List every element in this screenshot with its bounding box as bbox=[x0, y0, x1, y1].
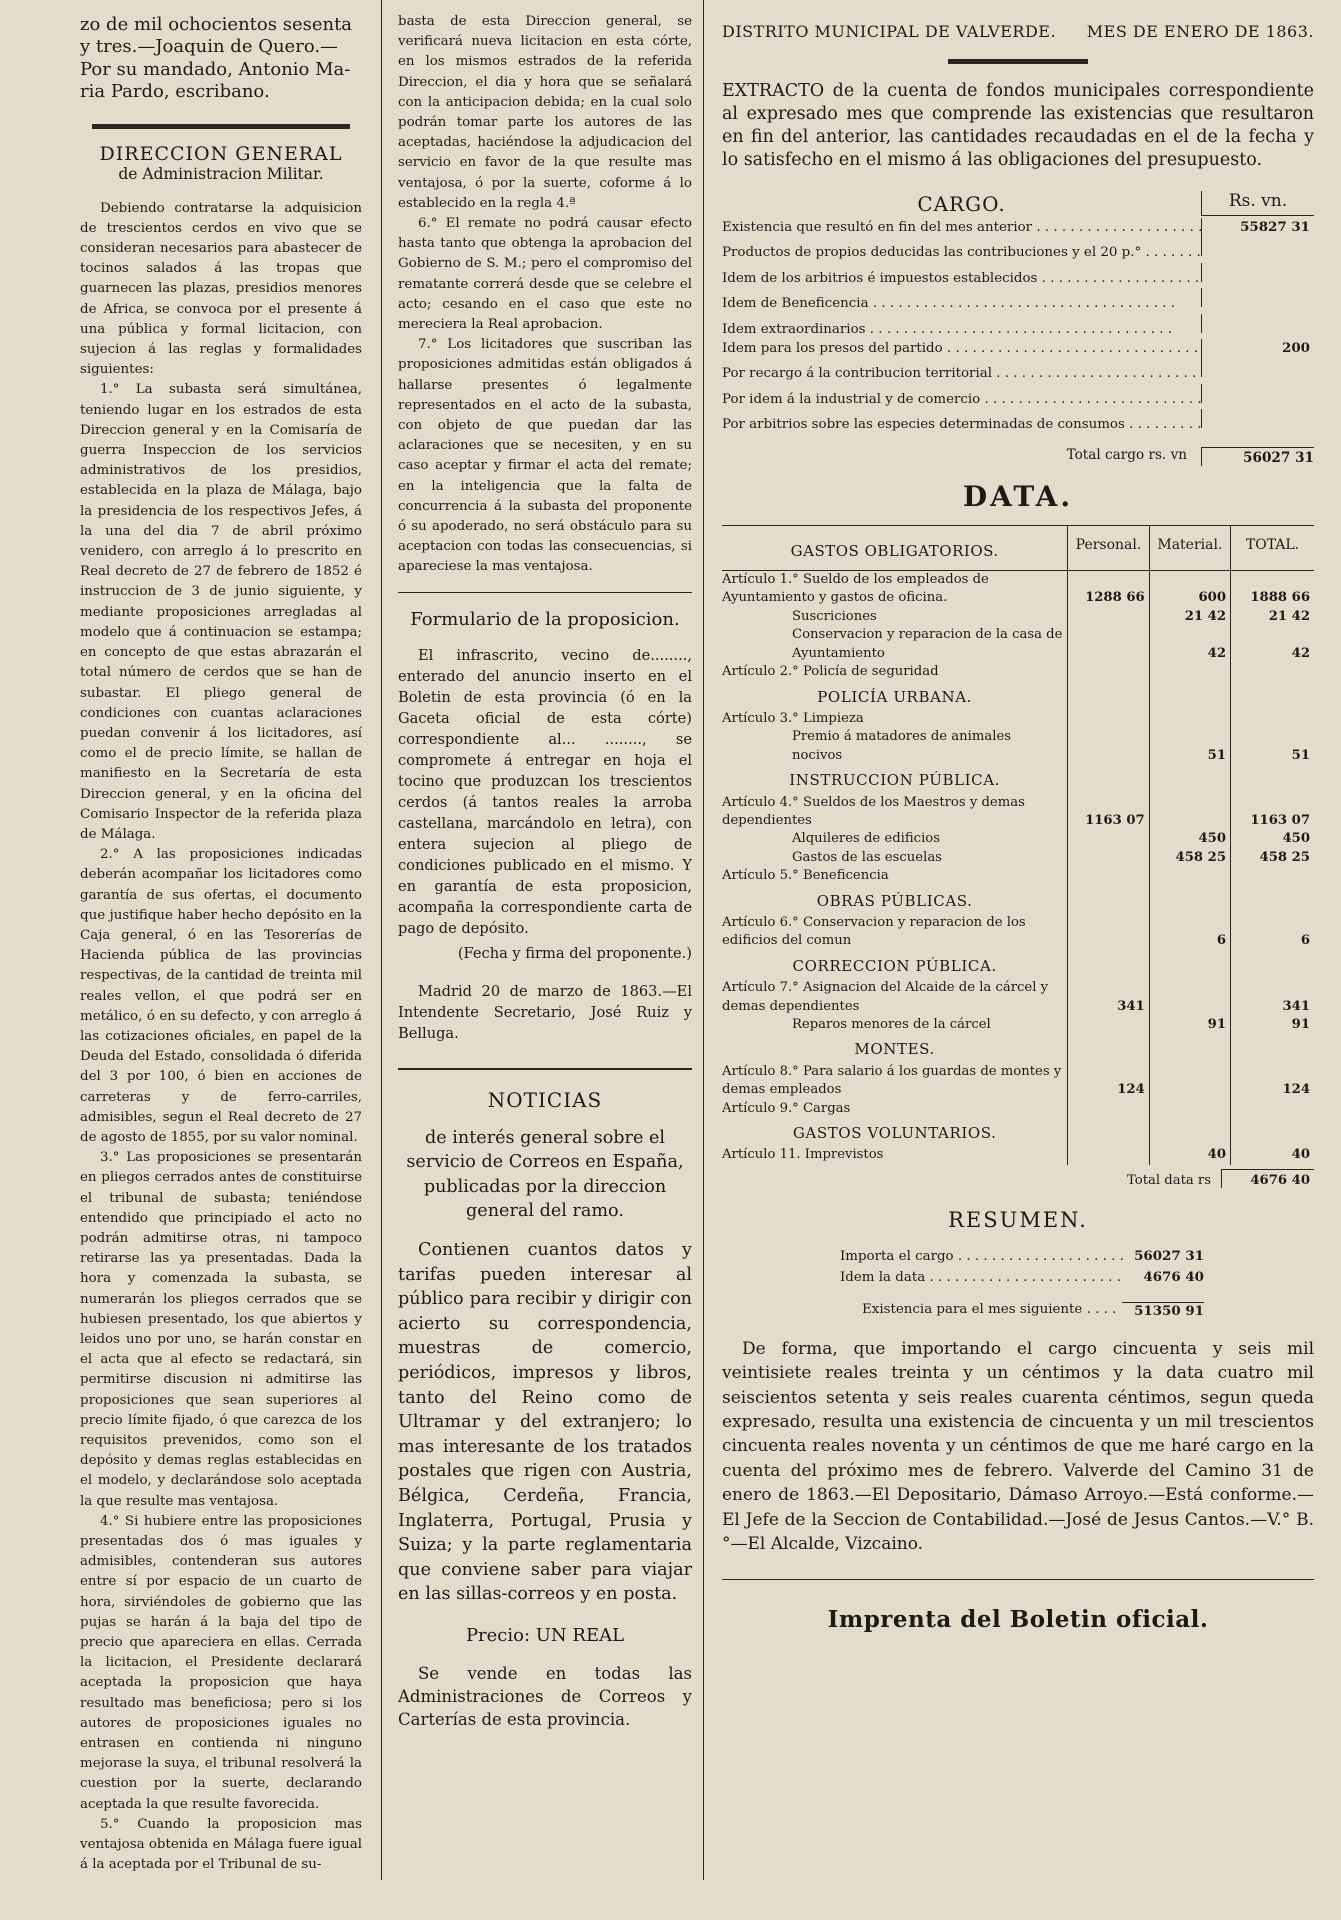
data-row bbox=[722, 608, 1314, 626]
data-personal-cell bbox=[1068, 608, 1149, 626]
imprenta: Imprenta del Boletin oficial. bbox=[827, 1606, 1209, 1633]
existencia-amount: 51350 91 bbox=[1122, 1302, 1204, 1319]
data-personal-cell bbox=[1068, 728, 1149, 765]
data-material-cell bbox=[1149, 867, 1230, 885]
sale-line: Se vende en todas las Administraciones de Correos y Carterías de esta provincia. bbox=[398, 1663, 692, 1729]
data-total-cell: 450 bbox=[1231, 830, 1314, 848]
cargo-amount bbox=[1201, 314, 1314, 333]
cargo-amount bbox=[1201, 409, 1314, 428]
district-title: DISTRITO MUNICIPAL DE VALVERDE. bbox=[722, 22, 1057, 41]
data-total-cell: 40 bbox=[1231, 1146, 1314, 1164]
data-material-cell: 42 bbox=[1149, 626, 1230, 663]
data-empty-cell bbox=[1149, 1118, 1230, 1146]
divider bbox=[398, 1068, 692, 1070]
cargo-amount bbox=[1201, 288, 1314, 307]
data-material-cell bbox=[1149, 979, 1230, 1016]
data-title: DATA. bbox=[962, 479, 1074, 513]
cargo-label: Idem de Beneficencia . . . bbox=[722, 294, 1201, 313]
data-personal-cell: 341 bbox=[1068, 979, 1149, 1016]
column-1 bbox=[80, 0, 362, 1920]
form-paragraph: El infrascrito, vecino de........, enterado del anuncio inserto en el Boletin de esta provincia (ó en la Gaceta oficial de esta córte) correspondiente al... ........, se compromete á entregar en hoja el tocino que produzcan los trescientos cerdos (á tantos reales la arroba castellana, marcándolo en letra), con entera sujecion al pliego de condiciones publicado en el mismo. Y en garantía de esta proposicion, acompaña la correspondiente carta de pago de depósito. bbox=[398, 647, 692, 938]
cargo-row bbox=[722, 339, 1314, 358]
data-section-row bbox=[722, 886, 1314, 914]
personal-header: Personal. bbox=[1068, 525, 1149, 570]
data-row bbox=[722, 728, 1314, 765]
cargo-label: Por arbitrios sobre las especies determinadas de consumos . . . bbox=[722, 415, 1201, 434]
top-line: Por su mandado, Antonio Ma- bbox=[80, 58, 351, 80]
data-label: Artículo 3.° Limpieza bbox=[722, 710, 864, 726]
data-material-cell: 600 bbox=[1149, 571, 1230, 608]
column-rule-1 bbox=[381, 0, 382, 1880]
cargo-title: CARGO. bbox=[917, 192, 1006, 216]
data-material-cell: 6 bbox=[1149, 914, 1230, 951]
data-material-cell: 450 bbox=[1149, 830, 1230, 848]
data-empty-cell bbox=[1231, 1118, 1314, 1146]
data-total-cell bbox=[1231, 867, 1314, 885]
data-personal-cell bbox=[1068, 1016, 1149, 1034]
paragraph: 1.° La subasta será simultánea, teniendo lugar en los estrados de esta Direccion general y en la Comisaría de guerra Inspeccion de los servicios administrativos de los presidios, establecida en la plaza de Málaga, bajo la presidencia de los respectivos Jefes, á la una del dia 7 de abril próximo venidero, con arreglo á lo prescrito en Real decreto de 27 de febrero de 1852 é instruccion de 3 de junio siguiente, y mediante proposiciones arregladas al modelo que á continuacion se estampa; en concepto de que estas abrazarán el total número de cerdos que se han de subastar. El pliego general de condiciones con cuantas aclaraciones puedan convenir á los licitadores, así como el de precio límite, se hallan de manifiesto en la Secretaría de esta Direccion general, y en la oficina del Comisario Inspector de la referida plaza de Málaga. bbox=[80, 382, 362, 842]
top-line: y tres.—Joaquin de Quero.— bbox=[80, 36, 339, 58]
data-row bbox=[722, 914, 1314, 951]
data-label: Artículo 8.° Para salario á los guardas de montes y demas empleados bbox=[722, 1063, 1062, 1098]
cargo-label: Por idem á la industrial y de comercio . . . bbox=[722, 390, 1201, 409]
concept-header: GASTOS OBLIGATORIOS. bbox=[790, 541, 999, 560]
data-material-cell: 51 bbox=[1149, 728, 1230, 765]
data-personal-cell bbox=[1068, 867, 1149, 885]
closing-paragraph: De forma, que importando el cargo cincuenta y seis mil veintisiete reales treinta y un céntimos y la data cuatro mil seiscientos setenta y seis reales cuarenta céntimos, segun queda expresado, resulta una existencia de cincuenta y un mil trescientos cincuenta reales noventa y un céntimos de que me haré cargo en la cuenta del próximo mes de febrero. Valverde del Camino 31 de enero de 1863.—El Depositario, Dámaso Arroyo.—Está conforme.—El Jefe de la Seccion de Contabilidad.—José de Jesus Cantos.—V.° B.°—El Alcalde, Vizcaino. bbox=[722, 1338, 1314, 1555]
cargo-label: Existencia que resultó en fin del mes anterior . . . bbox=[722, 218, 1201, 237]
data-empty-cell bbox=[1068, 951, 1149, 979]
cargo-row bbox=[722, 288, 1314, 313]
data-total-cell bbox=[1231, 710, 1314, 728]
resumen-label: Idem la data . . . bbox=[840, 1267, 1124, 1288]
data-material-cell: 458 25 bbox=[1149, 849, 1230, 867]
paragraph: 6.° El remate no podrá causar efecto hasta tanto que obtenga la aprobacion del Gobierno de S. M.; pero el compromiso del rematante correrá desde que se celebre el acto; cesando en el caso que este no mereciera la Real aprobacion. bbox=[398, 216, 692, 333]
resumen-title: RESUMEN. bbox=[948, 1207, 1088, 1232]
column-3 bbox=[722, 0, 1314, 1920]
data-label: Artículo 5.° Beneficencia bbox=[722, 868, 889, 884]
data-row bbox=[722, 830, 1314, 848]
data-material-cell: 40 bbox=[1149, 1146, 1230, 1164]
data-label: Alquileres de edificios bbox=[792, 831, 940, 847]
data-empty-cell bbox=[1149, 765, 1230, 793]
data-row bbox=[722, 1100, 1314, 1118]
data-row bbox=[722, 571, 1314, 608]
noticias-subtitle: de interés general sobre el servicio de Correos en España, publicadas por la direccion general del ramo. bbox=[406, 1127, 684, 1222]
existencia-row bbox=[862, 1302, 1204, 1319]
data-section-label: MONTES. bbox=[854, 1040, 935, 1059]
resumen-amount: 4676 40 bbox=[1143, 1268, 1204, 1285]
data-section-label: CORRECCION PÚBLICA. bbox=[792, 956, 997, 975]
resumen-amount: 56027 31 bbox=[1134, 1247, 1204, 1264]
data-empty-cell bbox=[1149, 1034, 1230, 1062]
column-2 bbox=[398, 0, 692, 1920]
data-label: Conservacion y reparacion de la casa de Ayuntamiento bbox=[792, 627, 1063, 661]
data-empty-cell bbox=[1149, 682, 1230, 710]
data-section-label: GASTOS VOLUNTARIOS. bbox=[792, 1124, 997, 1143]
data-empty-cell bbox=[1231, 886, 1314, 914]
resumen-row bbox=[840, 1246, 1204, 1267]
data-section-label: POLICÍA URBANA. bbox=[817, 687, 973, 706]
noticias-heading: NOTICIAS bbox=[487, 1087, 603, 1112]
data-total-cell: 1888 66 bbox=[1231, 571, 1314, 608]
paragraph: Debiendo contratarse la adquisicion de trescientos cerdos en vivo que se consideran necesarios para abastecer de tocinos salados á las tropas que guarnecen las plazas, presidios menores de Africa, se convoca por el presente á una pública y formal licitacion, con sujecion á las reglas y formalidades siguientes: bbox=[80, 200, 362, 378]
data-total-row bbox=[722, 1169, 1314, 1188]
paragraph: 4.° Si hubiere entre las proposiciones presentadas dos ó mas iguales y admisibles, contenderan sus autores entre sí por espacio de un cuarto de hora, sirviéndoles de gobierno que las pujas se harán á la baja del tipo de precio que apareciera en ellas. Cerrada la licitacion, el Presidente declarará aceptada la proposicion que haya resultado mas beneficiosa; pero si los autores de proposiciones iguales no entrasen en contienda ni ninguno mejorase la suya, el tribunal resolverá la cuestion por la suerte, declarando aceptada la que resulte favorecida. bbox=[80, 1513, 362, 1812]
data-material-cell bbox=[1149, 794, 1230, 831]
paragraph: 5.° Cuando la proposicion mas ventajosa obtenida en Málaga fuere igual á la aceptada por el Tribunal de su- bbox=[80, 1816, 362, 1873]
data-row bbox=[722, 663, 1314, 681]
data-label: Artículo 6.° Conservacion y reparacion de los edificios del comun bbox=[722, 914, 1026, 949]
cargo-total-label: Total cargo rs. vn bbox=[1066, 446, 1187, 463]
data-label: Artículo 4.° Sueldos de los Maestros y demas dependientes bbox=[722, 794, 1025, 828]
data-total-cell bbox=[1231, 663, 1314, 681]
data-row bbox=[722, 1063, 1314, 1100]
data-personal-cell bbox=[1068, 830, 1149, 848]
data-personal-cell: 124 bbox=[1068, 1063, 1149, 1100]
cargo-row bbox=[722, 314, 1314, 339]
data-label: Gastos de las escuelas bbox=[792, 849, 942, 865]
data-material-cell bbox=[1149, 663, 1230, 681]
paragraph: basta de esta Direccion general, se verificará nueva licitacion en esta córte, en los mismos estrados de la referida Direccion, el dia y hora que se señalará con la anticipacion debida; en la cual solo podrán tomar parte los autores de las aceptadas, haciéndose la adjudicacion del servicio en favor de la que resulte mas ventajosa, ó por la suerte, coforme á lo establecido en la regla 4.ª bbox=[398, 14, 692, 211]
cargo-row bbox=[722, 263, 1314, 288]
data-label: Reparos menores de la cárcel bbox=[792, 1017, 991, 1032]
data-empty-cell bbox=[1231, 682, 1314, 710]
data-section-row bbox=[722, 951, 1314, 979]
data-personal-cell bbox=[1068, 1146, 1149, 1164]
cargo-label: Productos de propios deducidas las contribuciones y el 20 p.° . . . bbox=[722, 243, 1201, 262]
cargo-amount: 200 bbox=[1201, 339, 1314, 358]
data-section-row bbox=[722, 765, 1314, 793]
section-heading: DIRECCION GENERAL bbox=[99, 142, 343, 165]
extracto: EXTRACTO de la cuenta de fondos municipales correspondiente al expresado mes que comprende las existencias que resultaron en fin del anterior, las cantidades recaudadas en el de la fecha y lo satisfecho en el mismo á las obligaciones del presupuesto. bbox=[722, 81, 1314, 170]
cargo-label: Idem para los presos del partido . . . bbox=[722, 339, 1201, 358]
cargo-row bbox=[722, 358, 1314, 383]
cargo-amount bbox=[1201, 358, 1314, 377]
data-empty-cell bbox=[1149, 951, 1230, 979]
paragraph: 2.° A las proposiciones indicadas deberán acompañar los licitadores como garantía de sus ofertas, el documento que justifique haber hecho depósito en la Caja general, ó en las Tesorerías de Hacienda pública de las provincias respectivas, de la cantidad de treinta mil reales vellon, el que podrá ser en metálico, ó en su defecto, y con arreglo á las cotizaciones oficiales, en papel de la Deuda del Estado, consolidada ó diferida del 3 por 100, ó bien en acciones de carreteras y de ferro-carriles, admisibles, segun el Real decreto de 27 de agosto de 1855, por su valor nominal. bbox=[80, 847, 362, 1145]
page-header bbox=[722, 0, 1314, 41]
data-section-row bbox=[722, 1118, 1314, 1146]
data-row bbox=[722, 849, 1314, 867]
data-personal-cell: 1163 07 bbox=[1068, 794, 1149, 831]
data-total-cell: 124 bbox=[1231, 1063, 1314, 1100]
data-empty-cell bbox=[1231, 951, 1314, 979]
data-total-cell: 6 bbox=[1231, 914, 1314, 951]
data-empty-cell bbox=[1068, 682, 1149, 710]
data-empty-cell bbox=[1068, 1118, 1149, 1146]
rs-header: Rs. vn. bbox=[1201, 191, 1314, 216]
data-personal-cell bbox=[1068, 663, 1149, 681]
cargo-amount bbox=[1201, 237, 1314, 256]
cargo-amount bbox=[1201, 384, 1314, 403]
cargo-label: Por recargo á la contribucion territorial . . . bbox=[722, 364, 1201, 383]
data-personal-cell bbox=[1068, 914, 1149, 951]
cargo-amount: 55827 31 bbox=[1201, 218, 1314, 237]
data-total-cell bbox=[1231, 1100, 1314, 1118]
cargo-total-row bbox=[722, 447, 1314, 466]
data-row bbox=[722, 1146, 1314, 1164]
data-label: Artículo 2.° Policía de seguridad bbox=[722, 664, 939, 680]
cargo-row bbox=[722, 409, 1314, 434]
cargo-rows bbox=[722, 218, 1314, 435]
divider bbox=[722, 1579, 1314, 1581]
data-row bbox=[722, 1016, 1314, 1034]
data-material-cell: 91 bbox=[1149, 1016, 1230, 1034]
data-row bbox=[722, 979, 1314, 1016]
total-header: TOTAL. bbox=[1231, 525, 1314, 570]
cargo-label: Idem extraordinarios . . . bbox=[722, 320, 1201, 339]
month-title: MES DE ENERO DE 1863. bbox=[1086, 22, 1314, 41]
data-label: Artículo 9.° Cargas bbox=[722, 1100, 851, 1116]
data-total: 4676 40 bbox=[1221, 1169, 1314, 1188]
data-label: Artículo 1.° Sueldo de los empleados de Ayuntamiento y gastos de oficina. bbox=[722, 572, 989, 606]
data-empty-cell bbox=[1068, 886, 1149, 914]
data-personal-cell bbox=[1068, 849, 1149, 867]
top-line: ria Pardo, escribano. bbox=[80, 81, 270, 103]
cargo-row bbox=[722, 218, 1314, 237]
paragraph: 3.° Las proposiciones se presentarán en pliegos cerrados antes de constituirse el tribunal de subasta; teniéndose entendido que principiado el acto no podrán admitirse otras, ni tampoco retirarse las ya presentadas. Dada la hora y comenzada la subasta, se numerarán los pliegos cerrados que se hubiesen presentado, los que abiertos y leidos uno por uno, se harán constar en el acta que al efecto se redactará, sin permitirse discusion ni admitirse las proposiciones que sean superiores al precio límite fijado, ó que carezca de los requisitos prevenidos, como son el depósito y demas reglas establecidas en el modelo, y declarándose solo aceptada la que resulte mas ventajosa. bbox=[80, 1150, 362, 1509]
noticias-body: Contienen cuantos datos y tarifas pueden interesar al público para recibir y dirigir con acierto su correspondencia, muestras de comercio, periódicos, impresos y libros, tanto del Reino como de Ultramar y del extranjero; lo mas interesante de los tratados postales que rigen con Austria, Bélgica, Cerdeña, Francia, Inglaterra, Portugal, Prusia y Suiza; y la parte reglamentaria que conviene saber para viajar en las sillas-correos y en posta. bbox=[398, 1240, 692, 1605]
data-section-row bbox=[722, 1034, 1314, 1062]
data-total-label: Total data rs bbox=[1126, 1172, 1211, 1188]
data-personal-cell bbox=[1068, 1100, 1149, 1118]
data-row bbox=[722, 626, 1314, 663]
data-empty-cell bbox=[1068, 1034, 1149, 1062]
data-row bbox=[722, 867, 1314, 885]
data-section-label: INSTRUCCION PÚBLICA. bbox=[789, 771, 1001, 790]
paragraph: 7.° Los licitadores que suscriban las proposiciones admitidas están obligados á hallarse presentes ó legalmente representados en el acto de la subasta, con objeto de que puedan dar las aclaraciones que se necesiten, y en su caso aceptar y firmar el acta del remate; en la inteligencia que la falta de concurrencia á la subasta del proponente ó su apoderado, no será obstáculo para su aceptacion con todas las consecuencias, si apareciese la mas ventajosa. bbox=[398, 337, 692, 575]
data-material-cell bbox=[1149, 1063, 1230, 1100]
resumen-rows bbox=[722, 1246, 1314, 1288]
form-heading: Formulario de la proposicion. bbox=[410, 609, 680, 631]
data-label: Artículo 7.° Asignacion del Alcaide de la cárcel y demas dependientes bbox=[722, 980, 1049, 1014]
data-total-cell: 1163 07 bbox=[1231, 794, 1314, 831]
data-total-cell: 42 bbox=[1231, 626, 1314, 663]
data-personal-cell: 1288 66 bbox=[1068, 571, 1149, 608]
top-line: zo de mil ochocientos sesenta bbox=[80, 14, 353, 35]
data-rows bbox=[722, 571, 1314, 1165]
data-empty-cell bbox=[1231, 765, 1314, 793]
data-empty-cell bbox=[1231, 1034, 1314, 1062]
cargo-section bbox=[722, 178, 1314, 466]
cargo-amount bbox=[1201, 263, 1314, 282]
data-total-cell: 51 bbox=[1231, 728, 1314, 765]
date-line: Madrid 20 de marzo de 1863.—El Intendente Secretario, José Ruiz y Belluga. bbox=[398, 983, 692, 1043]
data-row bbox=[722, 710, 1314, 728]
cargo-label: Idem de los arbitrios é impuestos establecidos . . . bbox=[722, 269, 1201, 288]
data-table bbox=[722, 525, 1314, 1165]
data-personal-cell bbox=[1068, 710, 1149, 728]
resumen-row bbox=[840, 1267, 1204, 1288]
header-divider bbox=[948, 59, 1088, 64]
data-material-cell: 21 42 bbox=[1149, 608, 1230, 626]
section-divider bbox=[92, 124, 350, 129]
data-empty-cell bbox=[1068, 765, 1149, 793]
data-empty-cell bbox=[1149, 886, 1230, 914]
data-personal-cell bbox=[1068, 626, 1149, 663]
cargo-total: 56027 31 bbox=[1201, 447, 1314, 466]
resumen-label: Importa el cargo . . . bbox=[840, 1246, 1124, 1267]
data-total-cell: 91 bbox=[1231, 1016, 1314, 1034]
data-section-label: OBRAS PÚBLICAS. bbox=[816, 891, 973, 910]
data-total-cell: 458 25 bbox=[1231, 849, 1314, 867]
data-material-cell bbox=[1149, 710, 1230, 728]
column-rule-2 bbox=[703, 0, 704, 1880]
price-line: Precio: UN REAL bbox=[465, 1624, 625, 1646]
data-label: Artículo 11. Imprevistos bbox=[722, 1147, 884, 1163]
data-total-cell: 341 bbox=[1231, 979, 1314, 1016]
data-total-cell: 21 42 bbox=[1231, 608, 1314, 626]
material-header: Material. bbox=[1149, 525, 1230, 570]
divider bbox=[398, 592, 692, 594]
form-signature: (Fecha y firma del proponente.) bbox=[457, 945, 692, 963]
cargo-row bbox=[722, 237, 1314, 262]
data-label: Suscriciones bbox=[792, 608, 877, 624]
data-label: Premio á matadores de animales nocivos bbox=[792, 729, 1012, 763]
section-subheading: de Administracion Militar. bbox=[118, 164, 324, 183]
data-section-row bbox=[722, 682, 1314, 710]
existencia-label: Existencia para el mes siguiente . . . bbox=[862, 1302, 1122, 1319]
data-material-cell bbox=[1149, 1100, 1230, 1118]
continuation-text bbox=[80, 0, 362, 104]
cargo-row bbox=[722, 384, 1314, 409]
data-row bbox=[722, 794, 1314, 831]
